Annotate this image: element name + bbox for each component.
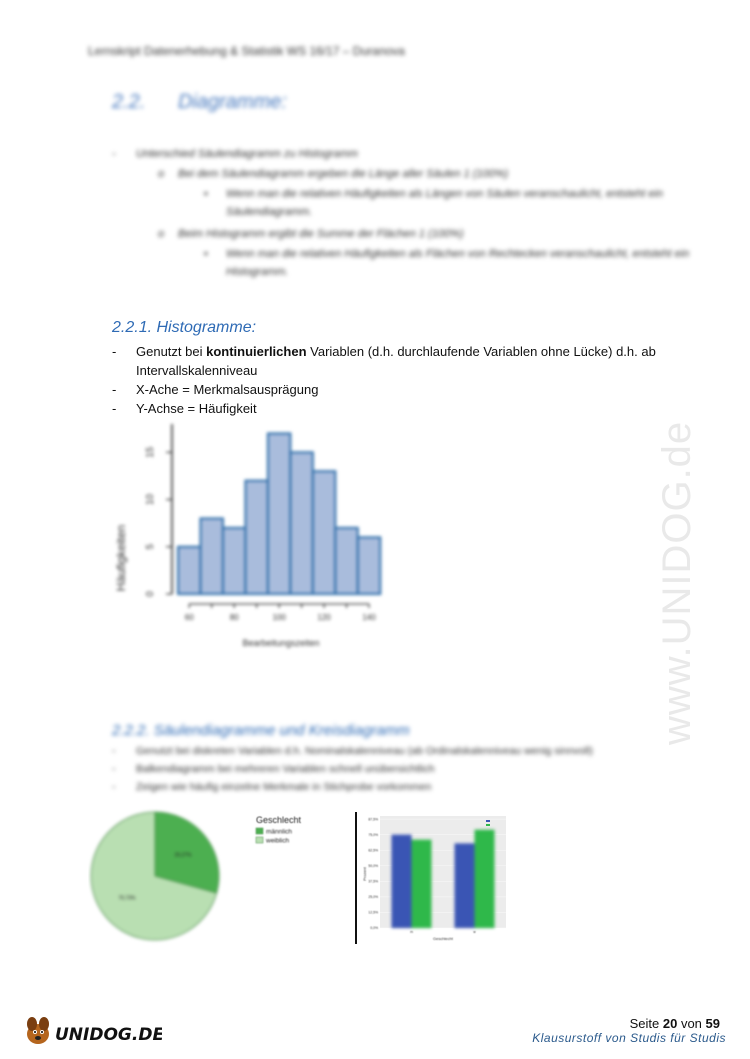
histogram-bullet-list xyxy=(112,342,672,418)
x-axis-label: Geschlecht xyxy=(432,936,454,941)
list-item: ▪ Wenn man die relativen Häufigkeiten als Längen von Säulen veranschaulicht, entsteht ein Säulendiagramm. xyxy=(204,188,664,218)
pie-data-label: 70,73% xyxy=(118,895,136,902)
list-item: - X-Ache = Merkmalsausprägung xyxy=(112,382,319,397)
y-tick-label: 37,5% xyxy=(368,879,378,884)
histogram-chart xyxy=(108,418,408,658)
legend-swatch xyxy=(256,828,263,834)
y-axis-label: Prozent xyxy=(362,867,367,881)
subsection-title-saeulendiagramme: 2.2.2. Säulendiagramme und Kreisdiagramm xyxy=(112,722,410,739)
section-bullet-list xyxy=(112,145,712,281)
legend-label: männlich xyxy=(266,828,293,836)
x-tick-label: 80 xyxy=(229,613,239,622)
running-header: Lernskript Datenerhebung & Statistik WS 16/17 – Duranova xyxy=(88,44,405,58)
legend-swatch xyxy=(256,837,263,843)
list-item: - Y-Achse = Häufigkeit xyxy=(112,401,257,416)
y-tick-label: 87,5% xyxy=(368,817,378,822)
x-tick-label: 100 xyxy=(272,613,286,622)
list-item: o Bei dem Säulendiagramm ergeben die Länge aller Säulen 1 (100%) xyxy=(158,168,509,180)
section-heading: Diagramme: xyxy=(178,91,287,113)
y-tick-label: 5 xyxy=(145,543,156,550)
histogram-bar xyxy=(245,481,267,594)
list-item: - Genutzt bei diskreten Variablen d.h. Nominalskalenniveau (ab Ordinalskalenniveau wenig sinnvoll) xyxy=(112,745,593,757)
subsection-title-histogramme: 2.2.1. Histogramme: xyxy=(112,319,257,336)
bar xyxy=(475,830,495,928)
histogram-bar xyxy=(268,433,290,594)
legend-swatch-series-1 xyxy=(486,820,490,822)
unidog-logo xyxy=(22,1012,162,1048)
y-tick-label: 0,0% xyxy=(370,926,378,931)
histogram-bar xyxy=(200,518,222,594)
x-tick-label: 60 xyxy=(184,613,194,622)
dog-logo-icon xyxy=(22,1012,162,1048)
section-title xyxy=(112,91,287,114)
y-tick-label: 10 xyxy=(145,493,156,506)
y-tick-label: 50,0% xyxy=(368,863,378,868)
list-item: - Balkendiagramm bei mehreren Variablen schnell unübersichtlich xyxy=(112,763,435,775)
x-tick-label: 140 xyxy=(362,613,376,622)
bar xyxy=(455,843,475,928)
legend-label: weiblich xyxy=(266,837,290,845)
y-tick-label: 75,0% xyxy=(368,832,378,837)
histogram-bar xyxy=(223,528,245,594)
footer-tagline: Klausurstoff von Studis für Studis xyxy=(532,1031,726,1045)
list-item: o Beim Histogramm ergibt die Summe der Flächen 1 (100%) xyxy=(158,228,464,240)
watermark: www.UNIDOG.de xyxy=(655,420,699,745)
x-axis-label: Bearbeitungszeiten xyxy=(242,638,320,648)
legend-swatch-series-2 xyxy=(486,824,490,826)
y-tick-label: 62,5% xyxy=(368,848,378,853)
histogram-bar xyxy=(178,547,200,594)
y-tick-label: 25,0% xyxy=(368,895,378,900)
y-tick-label: 12,5% xyxy=(368,910,378,915)
y-tick-label: 0 xyxy=(145,591,156,597)
pie-data-label: 29,27% xyxy=(174,852,192,859)
list-item: ▪ Wenn man die relativen Häufigkeiten als Flächen von Rechtecken veranschaulicht, entsteht ein Histogramm. xyxy=(204,248,690,278)
page-number: Seite 20 von 59 xyxy=(629,1016,720,1031)
section-number: 2.2. xyxy=(112,91,146,113)
list-item: - Unterschied Säulendiagramm zu Histogramm xyxy=(112,148,358,160)
y-axis-label: Häufigkeiten xyxy=(114,524,128,592)
legend-title: Geschlecht xyxy=(256,815,302,825)
histogram-bar xyxy=(358,537,380,594)
histogram-bar xyxy=(313,471,335,594)
x-tick-label: w xyxy=(473,930,476,934)
bar xyxy=(392,835,412,928)
bar xyxy=(412,840,432,928)
y-tick-label: 15 xyxy=(145,446,156,458)
pie-chart xyxy=(88,808,338,948)
histogram-bar xyxy=(335,528,357,594)
x-tick-label: 120 xyxy=(317,613,331,622)
histogram-bar xyxy=(290,452,312,594)
x-tick-label: m xyxy=(410,930,413,934)
list-item: - Genutzt bei kontinuierlichen Variablen (d.h. durchlaufende Variablen ohne Lücke) d.h. ab Intervallskalenniveau xyxy=(112,344,656,378)
svg-text:UNIDOG.DE: UNIDOG.DE xyxy=(55,1025,162,1045)
grouped-bar-chart xyxy=(354,812,514,946)
list-item: - Zeigen wie häufig einzelne Merkmale in Stichprobe vorkommen xyxy=(112,781,432,793)
bar-bullet-list xyxy=(112,742,712,796)
bold-term: kontinuierlichen xyxy=(206,344,307,359)
